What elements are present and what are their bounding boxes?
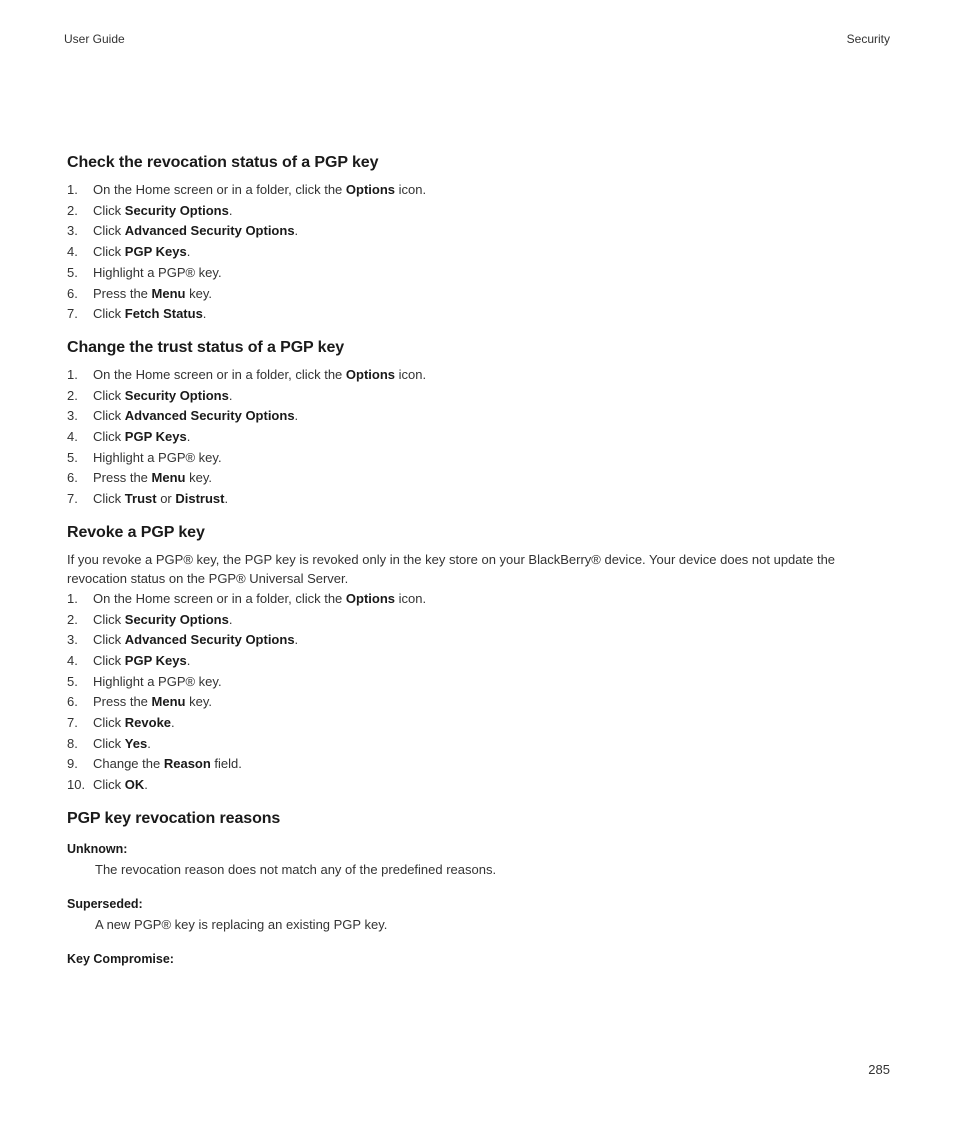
step-number: 5.: [67, 449, 78, 465]
step-number: 6.: [67, 470, 78, 486]
step-text-part: .: [186, 652, 191, 668]
step-text-part: .: [294, 632, 299, 648]
step-item: [67, 386, 891, 407]
step-number: 6.: [67, 285, 78, 301]
sections-container: [67, 152, 891, 796]
step-item: [67, 448, 891, 469]
step-text-part: On the Home screen or in a folder, click the: [93, 366, 346, 382]
step-text-part: key.: [185, 470, 212, 486]
step-item: [67, 630, 891, 651]
step-text-part: icon.: [395, 366, 427, 382]
section-heading: Change the trust status of a PGP key: [67, 338, 345, 356]
step-text-part: .: [202, 306, 207, 322]
step-text-part: Click: [93, 202, 125, 218]
step-text: [93, 201, 232, 222]
step-number: 2.: [67, 202, 78, 218]
step-text-part: .: [228, 611, 233, 627]
step-text: [93, 672, 222, 693]
step-text-part: Click: [93, 777, 125, 793]
step-number: 4.: [67, 244, 78, 260]
step-text: [93, 489, 228, 510]
step-item: [67, 489, 891, 510]
step-text: [93, 630, 298, 651]
step-number: 1.: [67, 590, 78, 606]
step-text-part: Press the: [93, 694, 152, 710]
step-text-part: .: [186, 429, 191, 445]
step-number: 1.: [67, 366, 78, 382]
step-item: [67, 304, 891, 325]
step-item: [67, 365, 891, 386]
step-text: [93, 304, 206, 325]
ui-label-bold: PGP Keys: [124, 244, 187, 260]
ui-label-bold: Revoke: [124, 715, 172, 731]
step-text-part: .: [228, 202, 233, 218]
step-number: 1.: [67, 182, 78, 197]
step-text: [93, 221, 298, 242]
ui-label-bold: Security Options: [124, 202, 229, 218]
step-text: [93, 427, 190, 448]
step-text-part: Click: [93, 306, 125, 322]
step-text-part: Click: [93, 611, 125, 627]
step-item: [67, 263, 891, 284]
ui-label-bold: Yes: [124, 735, 148, 751]
reason-term: Superseded:: [67, 896, 143, 911]
ui-label-bold: Menu: [151, 285, 186, 301]
step-text-part: Press the: [93, 285, 152, 301]
step-item: [67, 201, 891, 222]
steps-list: [67, 589, 891, 796]
step-item: [67, 754, 891, 775]
step-text-part: Click: [93, 491, 125, 507]
section-heading: Check the revocation status of a PGP key: [67, 154, 379, 171]
step-item: [67, 427, 891, 448]
reason-description: The revocation reason does not match any of the predefined reasons.: [95, 861, 497, 877]
step-text-part: Click: [93, 715, 125, 731]
step-text-part: Highlight a PGP® key.: [93, 264, 222, 280]
procedure-section: [67, 337, 891, 510]
step-number: 4.: [67, 429, 78, 445]
step-text: [93, 651, 190, 672]
step-number: 5.: [67, 673, 78, 689]
ui-label-bold: Advanced Security Options: [124, 408, 295, 424]
ui-label-bold: Fetch Status: [124, 306, 203, 322]
step-text: [93, 589, 426, 610]
step-text-part: Click: [93, 735, 125, 751]
step-text-part: icon.: [395, 182, 427, 197]
ui-label-bold: Trust: [124, 491, 157, 507]
section-intro: If you revoke a PGP® key, the PGP key is revoked only in the key store on your BlackBerry® device. Your device does not update the revocation status on the PGP® Universal Server.: [67, 551, 836, 587]
step-text-part: Press the: [93, 470, 152, 486]
step-text-part: Click: [93, 429, 125, 445]
ui-label-bold: Security Options: [124, 611, 229, 627]
step-number: 3.: [67, 223, 78, 239]
step-text-part: Click: [93, 632, 125, 648]
step-text: [93, 284, 212, 305]
step-text: [93, 734, 151, 755]
step-text-part: key.: [185, 694, 212, 710]
step-text: [93, 713, 175, 734]
step-number: 3.: [67, 408, 78, 424]
step-number: 5.: [67, 264, 78, 280]
step-text: [93, 386, 232, 407]
step-number: 4.: [67, 652, 78, 668]
ui-label-bold: Options: [345, 366, 396, 382]
step-text: [93, 610, 232, 631]
ui-label-bold: Menu: [151, 470, 186, 486]
step-text-part: field.: [210, 756, 242, 772]
step-text-part: Change the: [93, 756, 164, 772]
page-content: [67, 152, 891, 980]
step-number: 10.: [67, 777, 86, 793]
step-item: [67, 734, 891, 755]
steps-list: [67, 365, 891, 510]
ui-label-bold: Options: [345, 590, 396, 606]
running-header-right: Security: [846, 32, 890, 46]
step-item: [67, 589, 891, 610]
step-text-part: .: [224, 491, 229, 507]
ui-label-bold: Menu: [151, 694, 186, 710]
step-text-part: .: [294, 223, 299, 239]
step-item: [67, 242, 891, 263]
step-number: 8.: [67, 735, 78, 751]
step-text-part: .: [171, 715, 175, 731]
step-text-part: Click: [93, 408, 125, 424]
step-text-part: .: [228, 387, 233, 403]
step-text-part: or: [156, 491, 176, 507]
step-text: [93, 775, 148, 796]
reason-term: Unknown:: [67, 841, 128, 856]
ui-label-bold: OK: [124, 777, 145, 793]
ui-label-bold: Options: [345, 182, 396, 197]
step-item: [67, 713, 891, 734]
section-heading: Revoke a PGP key: [67, 523, 205, 541]
step-number: 6.: [67, 694, 78, 710]
step-text: [93, 448, 222, 469]
step-number: 7.: [67, 491, 78, 507]
step-text-part: On the Home screen or in a folder, click the: [93, 182, 346, 197]
reasons-section: [67, 808, 891, 968]
step-number: 3.: [67, 632, 78, 648]
procedure-section: [67, 152, 891, 325]
page-number: 285: [868, 1062, 890, 1077]
step-item: [67, 406, 891, 427]
ui-label-bold: Security Options: [124, 387, 229, 403]
procedure-section: [67, 522, 891, 796]
step-item: [67, 672, 891, 693]
steps-list: [67, 180, 891, 325]
step-item: [67, 692, 891, 713]
step-text-part: key.: [185, 285, 212, 301]
step-text: [93, 180, 426, 201]
step-text-part: .: [294, 408, 299, 424]
ui-label-bold: PGP Keys: [124, 429, 187, 445]
ui-label-bold: PGP Keys: [124, 652, 187, 668]
step-text-part: On the Home screen or in a folder, click the: [93, 590, 346, 606]
step-item: [67, 284, 891, 305]
step-text-part: Click: [93, 387, 125, 403]
step-text: [93, 242, 190, 263]
step-text-part: Highlight a PGP® key.: [93, 673, 222, 689]
step-text: [93, 406, 298, 427]
step-number: 2.: [67, 611, 78, 627]
section-heading: PGP key revocation reasons: [67, 809, 281, 827]
step-text-part: .: [147, 735, 151, 751]
ui-label-bold: Reason: [163, 756, 211, 772]
step-text: [93, 754, 242, 775]
ui-label-bold: Distrust: [175, 491, 225, 507]
step-number: 9.: [67, 756, 78, 772]
ui-label-bold: Advanced Security Options: [124, 632, 295, 648]
step-item: [67, 610, 891, 631]
step-number: 7.: [67, 306, 78, 322]
step-text-part: Highlight a PGP® key.: [93, 449, 222, 465]
reason-term: Key Compromise:: [67, 951, 174, 966]
step-item: [67, 221, 891, 242]
step-text-part: Click: [93, 223, 125, 239]
ui-label-bold: Advanced Security Options: [124, 223, 295, 239]
step-item: [67, 180, 891, 201]
reasons-list: [67, 840, 891, 968]
reason-description: A new PGP® key is replacing an existing PGP key.: [95, 916, 388, 932]
step-number: 7.: [67, 715, 78, 731]
step-text-part: Click: [93, 244, 125, 260]
step-number: 2.: [67, 387, 78, 403]
step-text-part: Click: [93, 652, 125, 668]
step-text: [93, 365, 426, 386]
step-text: [93, 468, 212, 489]
step-item: [67, 775, 891, 796]
step-text-part: icon.: [395, 590, 427, 606]
step-text-part: .: [186, 244, 191, 260]
step-item: [67, 468, 891, 489]
step-text-part: .: [144, 777, 148, 793]
step-text: [93, 692, 212, 713]
running-header-left: User Guide: [64, 32, 125, 46]
step-item: [67, 651, 891, 672]
step-text: [93, 263, 222, 284]
